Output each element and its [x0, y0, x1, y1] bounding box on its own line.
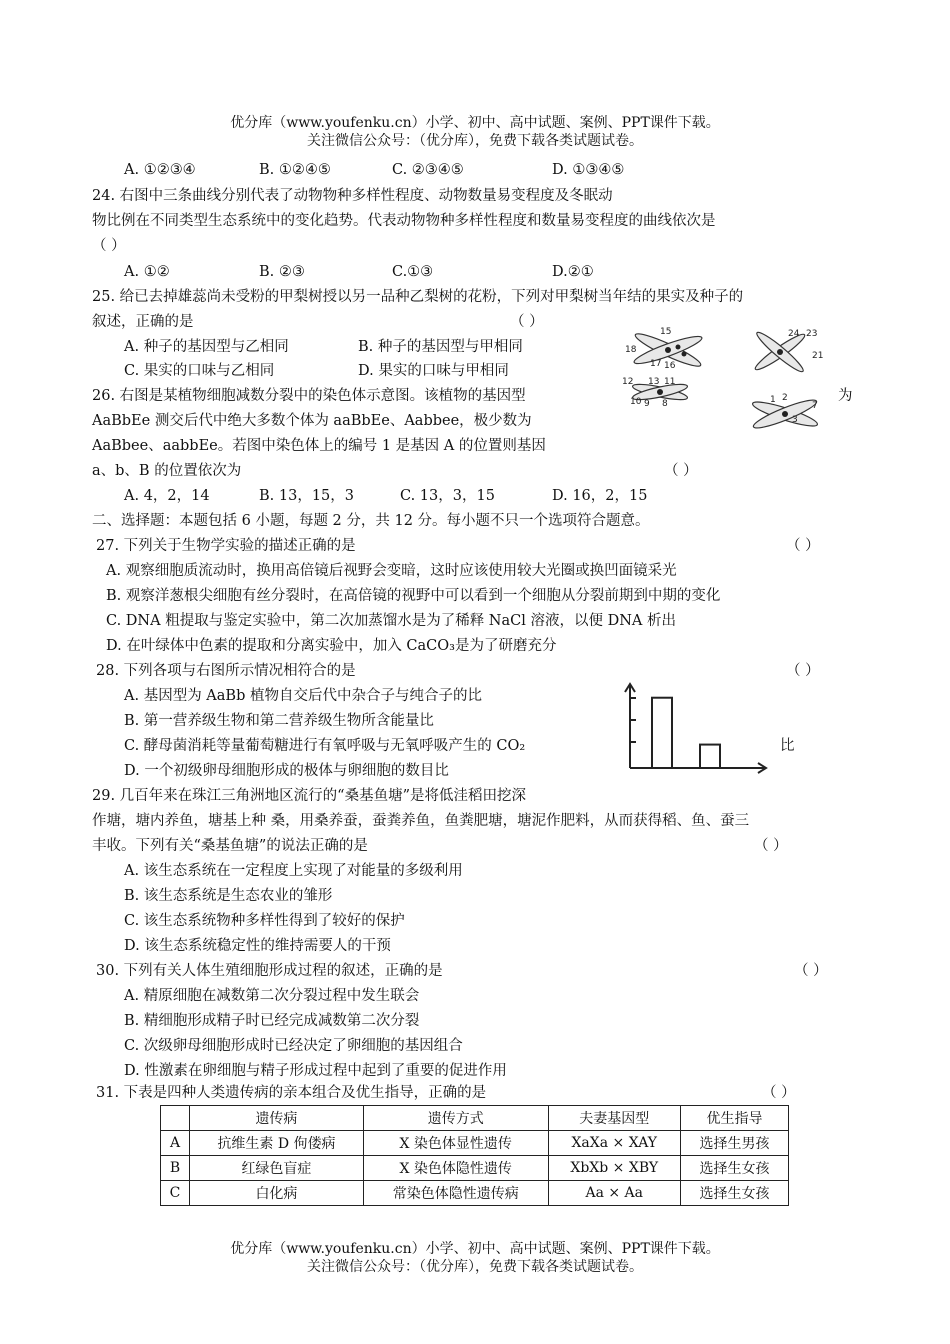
- fig-label-16: 16: [664, 361, 676, 371]
- table-cell: 选择生女孩: [680, 1181, 788, 1206]
- genetic-disease-table: [160, 1105, 789, 1206]
- q24-option-a: A. ①②: [124, 264, 170, 280]
- q26-stem-line-2: AaBbEe 测交后代中绝大多数个体为 aaBbEe、Aabbee，极少数为: [92, 413, 532, 429]
- q28-stem: 28. 下列各项与右图所示情况相符合的是: [96, 663, 356, 679]
- table-cell: 选择生女孩: [680, 1156, 788, 1181]
- centromere-2: [777, 349, 783, 355]
- q27-stem: 27. 下列关于生物学实验的描述正确的是: [96, 538, 356, 554]
- fig-label-18: 18: [625, 345, 637, 355]
- header-line-2: 关注微信公众号：（优分库），免费下载各类试题试卷。: [307, 133, 643, 149]
- centromere-3: [657, 389, 663, 395]
- q30-option-c: C. 次级卵母细胞形成时已经决定了卵细胞的基因组合: [124, 1038, 463, 1054]
- q30-stem: 30. 下列有关人体生殖细胞形成过程的叙述，正确的是: [96, 963, 443, 979]
- table-header-cell: 夫妻基因型: [548, 1106, 680, 1131]
- fig-label-8: 8: [662, 399, 668, 409]
- header-line-1: 优分库（www.youfenku.cn）小学、初中、高中试题、案例、PPT课件下载。: [230, 115, 720, 131]
- q25-stem-line-2: 叙述，正确的是: [92, 314, 194, 330]
- fig-label-2: 2: [782, 393, 788, 403]
- table-cell: A: [161, 1131, 190, 1156]
- q26-option-a: A. 4，2，14: [124, 488, 210, 504]
- q23-option-a: A. ①②③④: [124, 162, 196, 178]
- chromosome-figure: [620, 322, 840, 442]
- table-header-cell: [161, 1106, 190, 1131]
- q26-stem-line-4: a、b、B 的位置依次为: [92, 463, 242, 479]
- table-cell: X 染色体显性遗传: [363, 1131, 548, 1156]
- q24-stem-line-2: 物比例在不同类型生态系统中的变化趋势。代表动物物种多样性程度和数量易变程度的曲线依次是: [92, 213, 716, 229]
- gene-dot-1: [676, 345, 681, 350]
- table-header-cell: 遗传方式: [363, 1106, 548, 1131]
- table-cell: Aa × Aa: [548, 1181, 680, 1206]
- centromere-4: [782, 411, 788, 417]
- q29-answer-paren: （ ）: [754, 838, 788, 854]
- table-row: [161, 1181, 789, 1206]
- q24-option-b: B. ②③: [259, 264, 305, 280]
- bar-2: [700, 745, 720, 768]
- fig-label-17: 17: [650, 359, 662, 369]
- q25-option-d: D. 果实的口味与甲相同: [358, 363, 509, 379]
- table-cell: B: [161, 1156, 190, 1181]
- q30-option-a: A. 精原细胞在减数第二次分裂过程中发生联会: [124, 988, 420, 1004]
- q29-stem-line-2: 作塘，塘内养鱼，塘基上种 桑，用桑养蚕，蚕粪养鱼，鱼粪肥塘，塘泥作肥料，从而获得稻、鱼、蚕三: [92, 813, 750, 829]
- table-cell: C: [161, 1181, 190, 1206]
- fig-label-12: 12: [622, 377, 634, 387]
- table-cell: 抗维生素 D 佝偻病: [190, 1131, 364, 1156]
- q26-stem-line-1: 26. 右图是某植物细胞减数分裂中的染色体示意图。该植物的基因型: [92, 388, 526, 404]
- bar-1: [652, 698, 672, 768]
- q25-option-c: C. 果实的口味与乙相同: [124, 363, 275, 379]
- table-cell: XbXb × XBY: [548, 1156, 680, 1181]
- q29-option-d: D. 该生态系统稳定性的维持需要人的干预: [124, 938, 391, 954]
- table-cell: 选择生男孩: [680, 1131, 788, 1156]
- footer-line-1: 优分库（www.youfenku.cn）小学、初中、高中试题、案例、PPT课件下载。: [230, 1241, 720, 1257]
- q26-option-c: C. 13，3，15: [400, 488, 495, 504]
- gene-dot-2: [682, 352, 687, 357]
- chart-axes: [625, 684, 766, 773]
- q25-option-b: B. 种子的基因型与甲相同: [358, 339, 523, 355]
- q24-option-c: C.①③: [392, 264, 434, 280]
- q26-answer-paren: （ ）: [664, 463, 698, 479]
- q27-option-a: A. 观察细胞质流动时，换用高倍镜后视野会变暗，这时应该使用较大光圈或换凹面镜采光: [106, 563, 677, 579]
- q25-stem-line-1: 25. 给已去掉雄蕊尚未受粉的甲梨树授以另一品种乙梨树的花粉，下列对甲梨树当年结的果实及种子的: [92, 289, 744, 305]
- section-2-heading: 二、选择题：本题包括 6 小题，每题 2 分，共 12 分。每小题不只一个选项符合题意。: [92, 513, 650, 529]
- q26-stem-line-1-end: 为: [838, 388, 853, 404]
- q28-option-a: A. 基因型为 AaBb 植物自交后代中杂合子与纯合子的比: [124, 688, 482, 704]
- fig-label-21: 21: [812, 351, 824, 361]
- table-cell: X 染色体隐性遗传: [363, 1156, 548, 1181]
- q27-answer-paren: （ ）: [786, 538, 820, 554]
- q27-option-c: C. DNA 粗提取与鉴定实验中，第二次加蒸馏水是为了稀释 NaCl 溶液，以便 DNA 析出: [106, 613, 676, 629]
- table-header-cell: 优生指导: [680, 1106, 788, 1131]
- q26-stem-line-3: AaBbee、aabbEe。若图中染色体上的编号 1 是基因 A 的位置则基因: [92, 438, 546, 454]
- q29-option-b: B. 该生态系统是生态农业的雏形: [124, 888, 333, 904]
- fig-label-9: 9: [644, 399, 650, 409]
- table-cell: 常染色体隐性遗传病: [363, 1181, 548, 1206]
- footer-line-2: 关注微信公众号：（优分库），免费下载各类试题试卷。: [307, 1259, 643, 1275]
- q28-option-c: C. 酵母菌消耗等量葡萄糖进行有氧呼吸与无氧呼吸产生的 CO₂: [124, 738, 526, 754]
- q29-option-a: A. 该生态系统在一定程度上实现了对能量的多级利用: [124, 863, 463, 879]
- q26-option-b: B. 13，15，3: [259, 488, 355, 504]
- table-header-cell: 遗传病: [190, 1106, 364, 1131]
- q27-option-b: B. 观察洋葱根尖细胞有丝分裂时，在高倍镜的视野中可以看到一个细胞从分裂前期到中期的变化: [106, 588, 721, 604]
- fig-label-24: 24: [788, 329, 800, 339]
- table-cell: 红绿色盲症: [190, 1156, 364, 1181]
- q29-stem-line-3: 丰收。下列有关“桑基鱼塘”的说法正确的是: [92, 838, 368, 854]
- q23-option-c: C. ②③④⑤: [392, 162, 464, 178]
- q30-option-d: D. 性激素在卵细胞与精子形成过程中起到了重要的促进作用: [124, 1063, 507, 1079]
- fig-label-15: 15: [660, 327, 672, 337]
- q26-option-d: D. 16，2，15: [552, 488, 648, 504]
- q25-option-a: A. 种子的基因型与乙相同: [124, 339, 289, 355]
- table-row: [161, 1131, 789, 1156]
- q24-option-d: D.②①: [552, 264, 594, 280]
- q27-option-d: D. 在叶绿体中色素的提取和分离实验中，加入 CaCO₃是为了研磨充分: [106, 638, 557, 654]
- q24-stem-line-1: 24. 右图中三条曲线分别代表了动物物种多样性程度、动物数量易变程度及冬眠动: [92, 188, 613, 204]
- table-cell: 白化病: [190, 1181, 364, 1206]
- q28-bar-chart: [620, 680, 770, 775]
- table-cell: XaXa × XAY: [548, 1131, 680, 1156]
- q31-stem: 31. 下表是四种人类遗传病的亲本组合及优生指导，正确的是: [96, 1085, 487, 1101]
- q23-option-b: B. ①②④⑤: [259, 162, 331, 178]
- q25-answer-paren: （ ）: [510, 314, 544, 330]
- fig-label-7: 7: [812, 401, 818, 411]
- fig-label-13: 13: [648, 377, 660, 387]
- q31-answer-paren: （ ）: [762, 1085, 796, 1101]
- table-header-row: [161, 1106, 789, 1131]
- centromere-1: [665, 347, 671, 353]
- q29-stem-line-1: 29. 几百年来在珠江三角洲地区流行的“桑基鱼塘”是将低洼稻田挖深: [92, 788, 526, 804]
- q29-option-c: C. 该生态系统物种多样性得到了较好的保护: [124, 913, 405, 929]
- fig-label-3: 3: [792, 415, 798, 425]
- q30-answer-paren: （ ）: [794, 963, 828, 979]
- q28-option-d: D. 一个初级卵母细胞形成的极体与卵细胞的数目比: [124, 763, 449, 779]
- fig-label-11: 11: [664, 377, 676, 387]
- q28-option-c-end: 比: [780, 738, 795, 754]
- q24-answer-paren: （ ）: [92, 238, 126, 254]
- fig-label-1: 1: [770, 395, 776, 405]
- q30-option-b: B. 精细胞形成精子时已经完成减数第二次分裂: [124, 1013, 420, 1029]
- q28-option-b: B. 第一营养级生物和第二营养级生物所含能量比: [124, 713, 434, 729]
- table-row: [161, 1156, 789, 1181]
- q23-option-d: D. ①③④⑤: [552, 162, 625, 178]
- fig-label-23: 23: [806, 329, 818, 339]
- q28-answer-paren: （ ）: [786, 663, 820, 679]
- fig-label-10: 10: [630, 397, 642, 407]
